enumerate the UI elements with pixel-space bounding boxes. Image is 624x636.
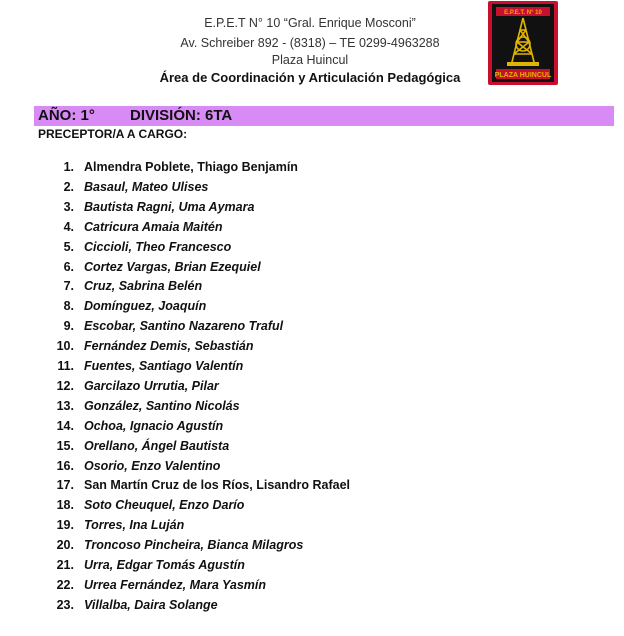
school-logo <box>487 0 559 86</box>
student-list-item <box>0 299 520 317</box>
student-name: Troncoso Pincheira, Bianca Milagros <box>84 538 304 553</box>
student-name: Osorio, Enzo Valentino <box>84 458 221 473</box>
student-name: San Martín Cruz de los Ríos, Lisandro Rafael <box>84 478 351 493</box>
student-name: Ochoa, Ignacio Agustín <box>84 418 224 433</box>
school-address: Av. Schreiber 892 - (8318) – TE 0299-4963288 <box>180 36 440 50</box>
student-list-item <box>0 160 520 178</box>
student-number: 11. <box>57 359 74 373</box>
student-number: 10. <box>56 339 74 354</box>
student-number: 7. <box>63 279 74 294</box>
student-list-item <box>0 379 520 397</box>
student-list-item <box>0 598 520 616</box>
student-list-item <box>0 399 520 417</box>
student-number: 20. <box>56 538 74 553</box>
student-number: 5. <box>63 239 74 254</box>
student-name: Cruz, Sabrina Belén <box>84 279 203 294</box>
student-name: Catricura Amaia Maitén <box>84 219 223 234</box>
student-list-item <box>0 459 520 477</box>
student-number: 12. <box>56 378 74 393</box>
preceptor-label: PRECEPTOR/A A CARGO: <box>38 127 188 141</box>
student-list-item <box>0 558 520 576</box>
student-list-item <box>0 478 520 496</box>
student-name: Villalba, Daira Solange <box>84 597 218 612</box>
student-list-item <box>0 220 520 238</box>
student-number: 3. <box>63 199 74 214</box>
student-number: 19. <box>56 518 74 533</box>
student-number: 4. <box>63 219 74 234</box>
student-number: 18. <box>56 498 74 513</box>
student-number: 9. <box>63 319 74 334</box>
student-name: Torres, Ina Luján <box>84 518 185 533</box>
division-label: DIVISIÓN: 6TA <box>130 107 233 124</box>
student-list-item <box>0 498 520 516</box>
student-list-item <box>0 279 520 297</box>
school-city: Plaza Huincul <box>271 53 349 67</box>
student-name: Basaul, Mateo Ulises <box>84 179 209 194</box>
student-name: Garcilazo Urrutia, Pilar <box>84 378 219 393</box>
student-number: 1. <box>63 160 74 174</box>
student-number: 21. <box>56 558 74 572</box>
student-name: Soto Cheuquel, Enzo Darío <box>84 498 245 513</box>
student-number: 17. <box>56 478 74 493</box>
logo-top-text: E.P.E.T. N° 10 <box>504 10 542 16</box>
student-number: 23. <box>56 597 74 612</box>
student-number: 6. <box>63 259 74 274</box>
student-list-item <box>0 538 520 556</box>
logo-bottom-text: PLAZA HUINCUL <box>494 72 552 79</box>
student-number: 13. <box>56 398 74 413</box>
student-list-item <box>0 260 520 278</box>
student-list-item <box>0 339 520 357</box>
student-list-item <box>0 359 520 377</box>
area-title: Área de Coordinación y Articulación Pedagógica <box>159 70 461 85</box>
class-info-bar <box>34 106 614 126</box>
student-name: Urra, Edgar Tomás Agustín <box>84 558 245 572</box>
student-name: Domínguez, Joaquín <box>84 299 207 314</box>
student-list-item <box>0 200 520 218</box>
student-name: Cortez Vargas, Brian Ezequiel <box>84 259 261 274</box>
student-name: Urrea Fernández, Mara Yasmín <box>84 577 267 592</box>
student-name: Bautista Ragni, Uma Aymara <box>84 199 255 214</box>
student-name: Escobar, Santino Nazareno Traful <box>84 319 284 334</box>
student-number: 22. <box>56 577 74 592</box>
year-label: AÑO: 1° <box>38 107 95 124</box>
student-name: Fuentes, Santiago Valentín <box>84 359 244 373</box>
student-list-item <box>0 518 520 536</box>
student-number: 16. <box>56 458 74 473</box>
student-list-item <box>0 439 520 457</box>
student-list-item <box>0 240 520 258</box>
student-number: 15. <box>56 438 74 453</box>
student-name: González, Santino Nicolás <box>84 398 240 413</box>
student-name: Orellano, Ángel Bautista <box>84 438 230 453</box>
student-number: 14. <box>56 418 74 433</box>
student-number: 2. <box>63 179 74 194</box>
student-list-item <box>0 319 520 337</box>
student-number: 8. <box>63 299 74 314</box>
logo-base <box>507 62 539 66</box>
student-name: Ciccioli, Theo Francesco <box>84 239 232 254</box>
student-list-item <box>0 419 520 437</box>
student-list-item <box>0 180 520 198</box>
student-name: Almendra Poblete, Thiago Benjamín <box>84 160 298 174</box>
school-name: E.P.E.T N° 10 “Gral. Enrique Mosconi” <box>204 16 416 30</box>
student-list-item <box>0 578 520 596</box>
document-header <box>0 0 624 100</box>
student-name: Fernández Demis, Sebastián <box>84 339 254 354</box>
